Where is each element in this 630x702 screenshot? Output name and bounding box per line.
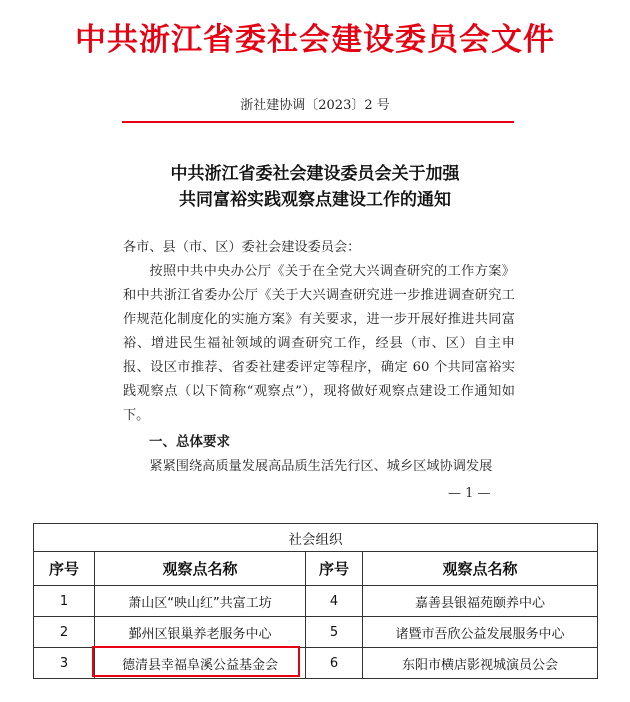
observation-points-table [33,523,597,679]
row-name: 鄞州区银巢养老服务中心 [95,617,306,648]
row-name: 嘉善县银福苑颐养中心 [363,586,598,617]
row-name: 萧山区“映山红”共富工坊 [95,586,306,617]
row-index: 2 [34,617,95,648]
row-index: 1 [34,586,95,617]
row-index: 6 [306,648,363,679]
body-paragraph-2: 紧紧围绕高质量发展高品质生活先行区、城乡区域协调发展 [149,459,493,474]
document-number: 浙社建协调〔2023〕2 号 [240,98,390,113]
notice-title-line1: 中共浙江省委社会建设委员会关于加强 [170,164,460,184]
body-paragraph-1: 按照中共中央办公厅《关于在全党大兴调查研究的工作方案》和中共浙江省委办公厅《关于大兴调查研究进一步推进调查研究工作规范化制度化的实施方案》有关要求，进一步开展好推进共同富裕、增进民生福祉领域的调查研究工作，经县（市、区）自主申报、设区市推荐、省委社建委评定等程序，确定 60 个共同富裕实践观察点（以下简称“观察点”），现将做好观察点建设工作通知如下。 [123,264,515,423]
column-header-index-right: 序号 [306,552,363,586]
notice-title-line2: 共同富裕实践观察点建设工作的通知 [179,190,451,210]
salutation: 各市、县（市、区）委社会建设委员会： [123,240,361,255]
row-index: 5 [306,617,363,648]
section-heading: 一、总体要求 [149,434,230,450]
row-index: 4 [306,586,363,617]
column-header-index-left: 序号 [34,552,95,586]
row-index: 3 [34,648,95,679]
table-row [34,586,598,617]
document-header-title: 中共浙江省委社会建设委员会文件 [75,22,555,58]
table-group-title: 社会组织 [34,524,598,552]
row-name-highlighted: 德清县幸福阜溪公益基金会 [95,648,306,679]
table-row [34,617,598,648]
row-name: 诸暨市吾欣公益发展服务中心 [363,617,598,648]
red-divider-line [122,121,514,123]
table-row [34,648,598,679]
row-name: 东阳市横店影视城演员公会 [363,648,598,679]
column-header-name-left: 观察点名称 [95,552,306,586]
column-header-name-right: 观察点名称 [363,552,598,586]
page-number: — 1 — [448,486,491,501]
